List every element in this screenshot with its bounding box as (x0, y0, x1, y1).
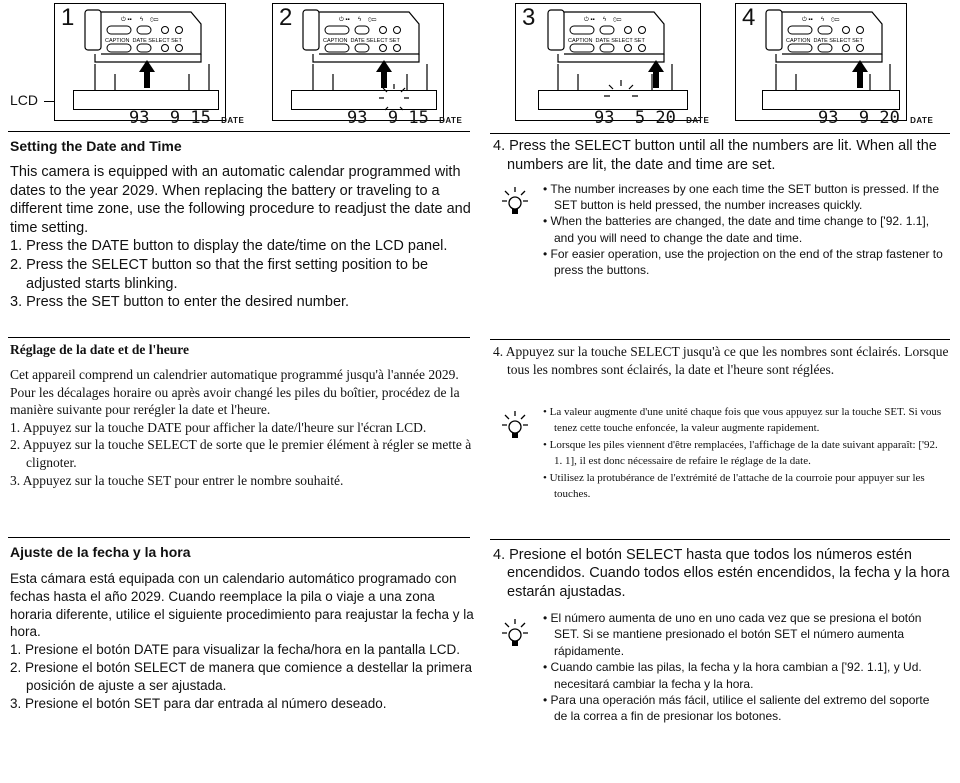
english-intro: This camera is equipped with an automatic calendar programmed with dates to the year 2029. When replacing the battery or traveling to a different time zone, use the following procedure to readjust the date and time setting. (10, 164, 471, 236)
english-step: 1. Press the DATE button to display the date/time on the LCD panel. (10, 238, 448, 255)
french-step4: 4. Appuyez sur la touche SELECT jusqu'à ce que les nombres sont éclairés. Lorsque tous les nombres sont éclairés, la date et l'heure sont réglées. (493, 344, 949, 377)
spanish-step4: 4. Presione el botón SELECT hasta que todos los números estén encendidos. Cuando todos ellos estén encendidos, la fecha y la hora estarán ajustadas. (493, 547, 950, 600)
english-step4: 4. Press the SELECT button until all the numbers are lit. When all the numbers are lit, the date and time are set. (493, 138, 937, 173)
french-heading: Réglage de la date et de l'heure (10, 342, 189, 357)
diagram-panel-3 (515, 3, 710, 128)
spanish-note: • Para una operación más fácil, utilice el saliente del extremo del soporte de la correa a fin de presionar los botones. (543, 693, 930, 724)
english-step: 2. Press the SELECT button so that the first setting position to be adjusted starts blinking. (10, 256, 429, 292)
lcd-date-label: DATE (221, 116, 245, 125)
panel-number: 2 (279, 4, 293, 31)
spanish-body (10, 570, 476, 712)
french-note: • Utilisez la protubérance de l'extrémité de l'attache de la courroie pour appuyer sur les touches. (543, 471, 925, 501)
french-step: 1. Appuyez sur la touche DATE pour afficher la date/l'heure sur l'écran LCD. (10, 419, 427, 435)
french-note: • Lorsque les piles viennent d'être remplacées, l'affichage de la date suivant apparaît: ['92. 1. 1], il est donc nécessaire de refaire le réglage de la date. (543, 438, 938, 468)
diagram-panel-4 (735, 3, 934, 128)
french-step: 2. Appuyez sur la touche SELECT de sorte que le premier élément à régler se mette à clignoter. (10, 437, 472, 470)
french-note: • La valeur augmente d'une unité chaque fois que vous appuyez sur la touche SET. Si vous tenez cette touche enfoncée, la valeur augmente rapidement. (543, 406, 942, 435)
lcd-digits: 93 9 15 (128, 108, 211, 128)
spanish-note: • Cuando cambie las pilas, la fecha y la hora cambian a ['92. 1.1], y Ud. necesitará cambiar la fecha y la hora. (543, 660, 922, 691)
section-divider (490, 339, 950, 340)
lcd-display (762, 90, 934, 128)
spanish-intro: Esta cámara está equipada con un calendario automático programado con fechas hasta el año 2029. Cuando reemplace la pila o viaje a una zona horaria diferente, utilice el siguiente procedimiento para reajustar la fecha y la hora. (10, 571, 474, 640)
blink-indicator-icon (604, 80, 638, 114)
french-intro: Cet appareil comprend un calendrier automatique programmé jusqu'à l'année 2029. Pour les décalages horaire ou après avoir changé les piles du boîtier, procédez de la manière suivante pour rerégler la date et l'heure. (10, 367, 460, 418)
lcd-label: LCD (10, 92, 39, 108)
lcd-date-label: DATE (686, 116, 710, 125)
svg-text:⏻ ▪▪ ϟ ⊙▭: ⏻ ▪▪ ϟ ⊙▭ (802, 17, 840, 23)
english-heading: Setting the Date and Time (10, 138, 182, 154)
english-note: • When the batteries are changed, the date and time change to ['92. 1.1], and you will need to change the date and time. (543, 214, 930, 245)
lcd-digits: 93 5 20 (593, 108, 676, 128)
spanish-note: • El número aumenta de uno en uno cada vez que se presiona el botón SET. Si se mantiene presionado el botón SET el número aumenta rápidamente. (543, 611, 922, 658)
svg-text:CAPTION DATE SELECT SET: CAPTION DATE SELECT SET (568, 38, 645, 44)
svg-text:⏻ ▪▪ ϟ ⊙▭: ⏻ ▪▪ ϟ ⊙▭ (121, 17, 159, 23)
french-body (10, 366, 476, 489)
svg-text:⏻ ▪▪ ϟ ⊙▭: ⏻ ▪▪ ϟ ⊙▭ (339, 17, 377, 23)
spanish-heading: Ajuste de la fecha y la hora (10, 544, 191, 560)
svg-text:CAPTION DATE SELECT SET: CAPTION DATE SELECT SET (786, 38, 863, 44)
spanish-step: 2. Presione el botón SELECT de manera que comience a destellar la primera posición de ajuste a ser ajustada. (10, 659, 473, 693)
english-notes (543, 181, 943, 278)
svg-text:CAPTION DATE SELECT SET: CAPTION DATE SELECT SET (323, 38, 400, 44)
section-divider (490, 539, 950, 540)
svg-text:⏻ ▪▪ ϟ ⊙▭: ⏻ ▪▪ ϟ ⊙▭ (584, 17, 622, 23)
lcd-date-label: DATE (910, 116, 934, 125)
panel-number: 1 (61, 4, 75, 31)
section-divider (8, 131, 470, 132)
english-body (10, 163, 472, 312)
english-step: 3. Press the SET button to enter the desired number. (10, 294, 350, 311)
panel-number: 4 (742, 4, 756, 31)
spanish-step: 1. Presione el botón DATE para visualizar la fecha/hora en la pantalla LCD. (10, 642, 461, 658)
lightbulb-tip-icon (502, 410, 528, 440)
diagram-panel-2 (272, 3, 463, 128)
diagram-panel-1 (54, 3, 245, 128)
lcd-digits: 93 9 20 (817, 108, 900, 128)
french-step: 3. Appuyez sur la touche SET pour entrer le nombre souhaité. (10, 472, 344, 488)
english-note: • For easier operation, use the projection on the end of the strap fastener to press the buttons. (543, 246, 943, 278)
lcd-digits: 93 9 15 (346, 108, 429, 128)
blink-indicator-icon (379, 84, 409, 114)
spanish-step: 3. Presione el botón SET para dar entrada al número deseado. (10, 695, 387, 711)
svg-text:CAPTION DATE SELECT SET: CAPTION DATE SELECT SET (105, 38, 182, 44)
lcd-display (73, 90, 245, 128)
lightbulb-tip-icon (502, 618, 528, 648)
lightbulb-tip-icon (502, 186, 528, 216)
panel-number: 3 (522, 4, 536, 31)
section-divider (490, 133, 950, 134)
section-divider (8, 337, 470, 338)
section-divider (8, 537, 470, 538)
french-notes (543, 404, 943, 502)
lcd-display (291, 90, 463, 128)
lcd-date-label: DATE (439, 116, 463, 125)
spanish-notes (543, 610, 943, 725)
english-note: • The number increases by one each time the SET button is pressed. If the SET button is held pressed, the number increases quickly. (543, 182, 939, 213)
